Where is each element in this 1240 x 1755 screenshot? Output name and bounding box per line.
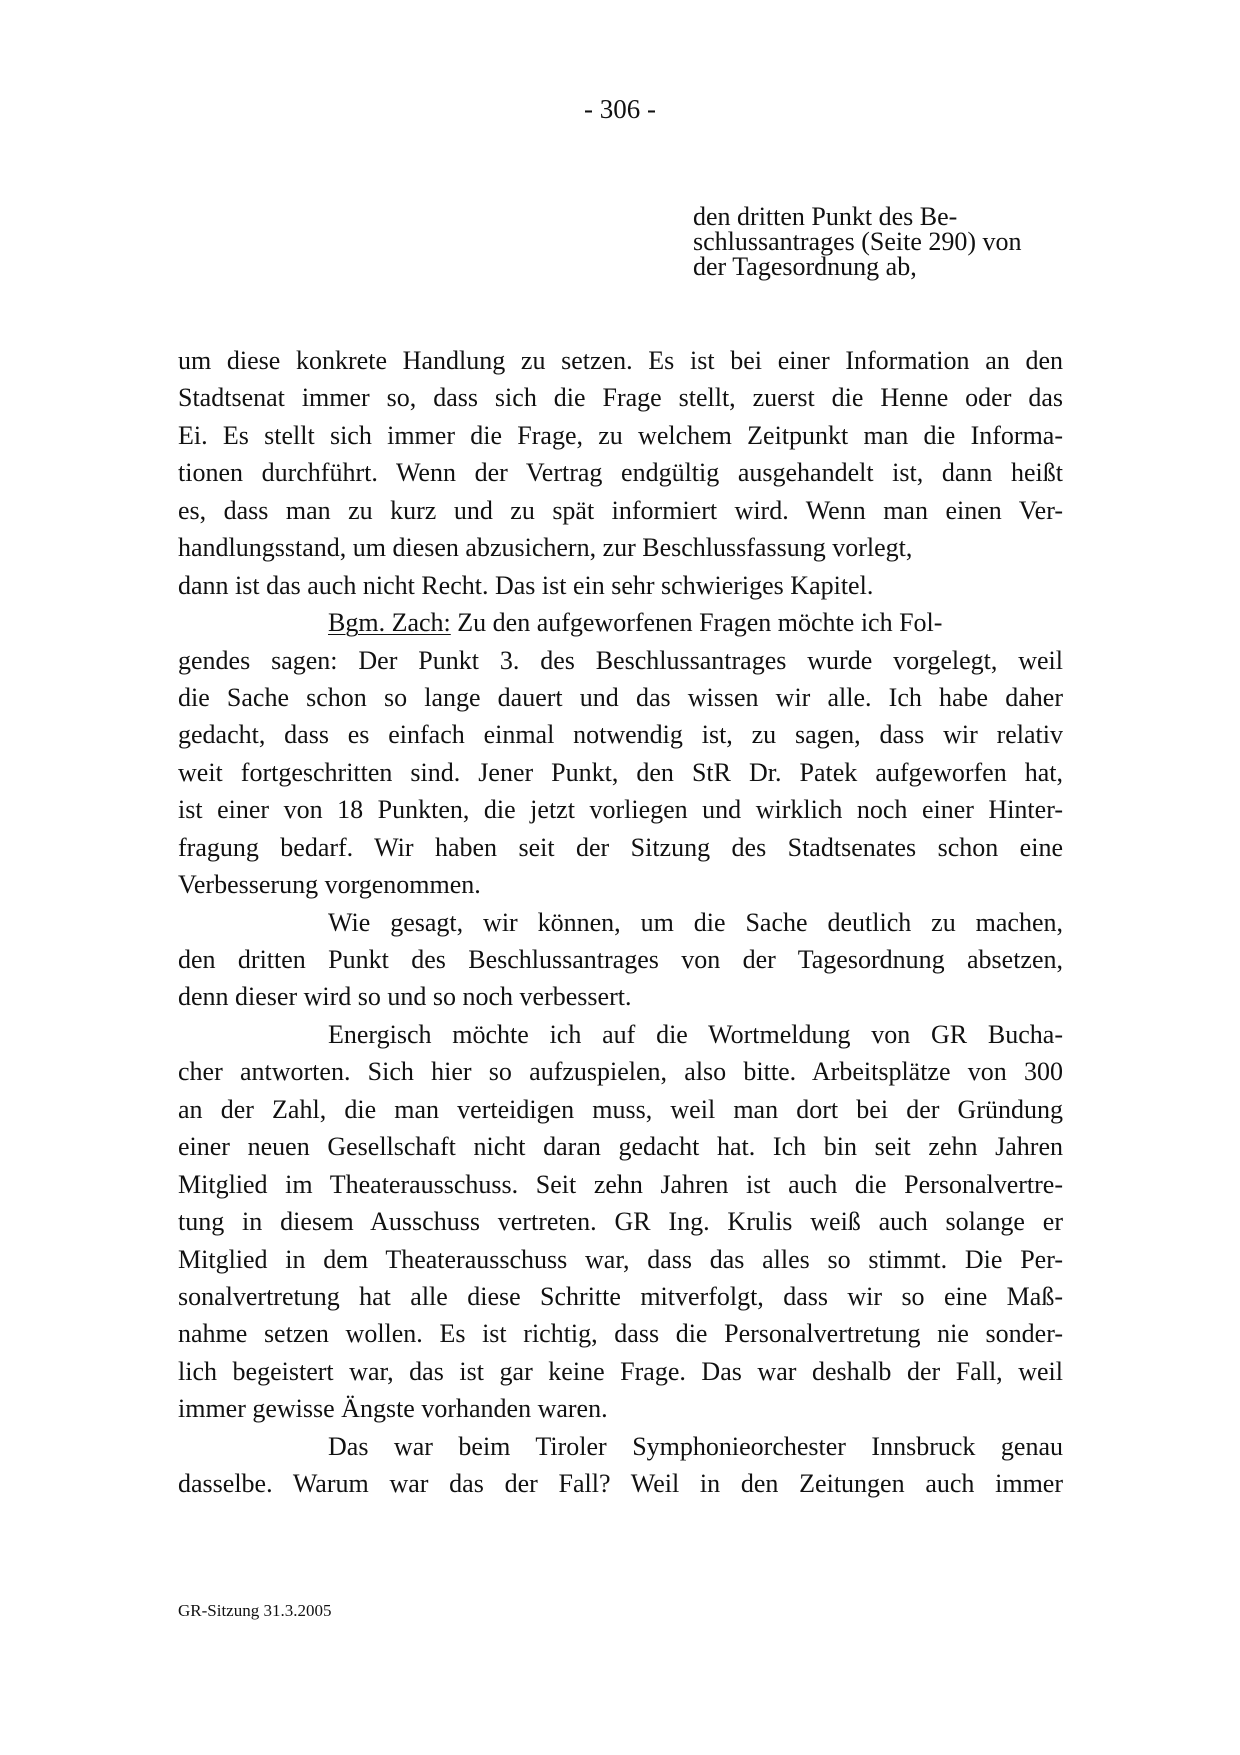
- page-number: - 306 -: [584, 94, 656, 124]
- body-text: [178, 342, 1063, 1503]
- text-line: lich begeistert war, das ist gar keine Frage. Das war deshalb der Fall, weil: [178, 1356, 1063, 1386]
- text-line: dasselbe. Warum war das der Fall? Weil in den Zeitungen auch immer: [178, 1469, 1063, 1499]
- text-line: Mitglied im Theaterausschuss. Seit zehn Jahren ist auch die Personalvertre-: [178, 1169, 1063, 1199]
- text-line: tionen durchführt. Wenn der Vertrag endgültig ausgehandelt ist, dann heißt: [178, 458, 1063, 488]
- text-line: cher antworten. Sich hier so aufzuspielen, also bitte. Arbeitsplätze von 300: [178, 1057, 1063, 1087]
- text-line: es, dass man zu kurz und zu spät informiert wird. Wenn man einen Ver-: [178, 495, 1063, 525]
- side-note: [693, 204, 1093, 279]
- text-line: die Sache schon so lange dauert und das wissen wir alle. Ich habe daher: [178, 682, 1063, 712]
- text-line: fragung bedarf. Wir haben seit der Sitzung des Stadtsenates schon eine: [178, 832, 1063, 862]
- text-line: dann ist das auch nicht Recht. Das ist ein sehr schwieriges Kapitel.: [178, 570, 874, 600]
- side-note-line: den dritten Punkt des Be-: [693, 202, 958, 231]
- text-line: gedacht, dass es einfach einmal notwendig ist, zu sagen, dass wir relativ: [178, 720, 1063, 750]
- text-line: sonalvertretung hat alle diese Schritte mitverfolgt, dass wir so eine Maß-: [178, 1281, 1063, 1311]
- speaker-line-text: Zu den aufgeworfenen Fragen möchte ich Fol-: [450, 608, 943, 638]
- text-line: nahme setzen wollen. Es ist richtig, dass die Personalvertretung nie sonder-: [178, 1319, 1063, 1349]
- text-line: ist einer von 18 Punkten, die jetzt vorliegen und wirklich noch einer Hinter-: [178, 795, 1063, 825]
- side-note-line: der Tagesordnung ab,: [693, 252, 917, 281]
- side-note-line: schlussantrages (Seite 290) von: [693, 227, 1022, 256]
- text-line: Das war beim Tiroler Symphonieorchester Innsbruck genau: [328, 1431, 1063, 1461]
- text-line: Energisch möchte ich auf die Wortmeldung von GR Bucha-: [328, 1019, 1063, 1049]
- text-line: weit fortgeschritten sind. Jener Punkt, den StR Dr. Patek aufgeworfen hat,: [178, 757, 1063, 787]
- text-line: Mitglied in dem Theaterausschuss war, dass das alles so stimmt. Die Per-: [178, 1244, 1063, 1274]
- text-line: gendes sagen: Der Punkt 3. des Beschlussantrages wurde vorgelegt, weil: [178, 645, 1063, 675]
- text-line: Verbesserung vorgenommen.: [178, 870, 481, 900]
- text-line: einer neuen Gesellschaft nicht daran gedacht hat. Ich bin seit zehn Jahren: [178, 1132, 1063, 1162]
- speaker-name: Bgm. Zach:: [328, 608, 451, 638]
- page-footer: GR-Sitzung 31.3.2005: [178, 1601, 332, 1620]
- text-line: tung in diesem Ausschuss vertreten. GR Ing. Krulis weiß auch solange er: [178, 1207, 1063, 1237]
- text-line: an der Zahl, die man verteidigen muss, weil man dort bei der Gründung: [178, 1094, 1063, 1124]
- text-line: Ei. Es stellt sich immer die Frage, zu welchem Zeitpunkt man die Informa-: [178, 420, 1063, 450]
- text-line: Wie gesagt, wir können, um die Sache deutlich zu machen,: [328, 907, 1063, 937]
- text-line: den dritten Punkt des Beschlussantrages von der Tagesordnung absetzen,: [178, 945, 1063, 974]
- text-line: Stadtsenat immer so, dass sich die Frage stellt, zuerst die Henne oder das: [178, 383, 1063, 413]
- text-line: immer gewisse Ängste vorhanden waren.: [178, 1394, 608, 1424]
- text-line: handlungsstand, um diesen abzusichern, zur Beschlussfassung vorlegt,: [178, 533, 913, 563]
- text-line: um diese konkrete Handlung zu setzen. Es ist bei einer Information an den: [178, 346, 1063, 375]
- speaker-line: [178, 604, 1063, 641]
- text-line: denn dieser wird so und so noch verbessert.: [178, 982, 632, 1012]
